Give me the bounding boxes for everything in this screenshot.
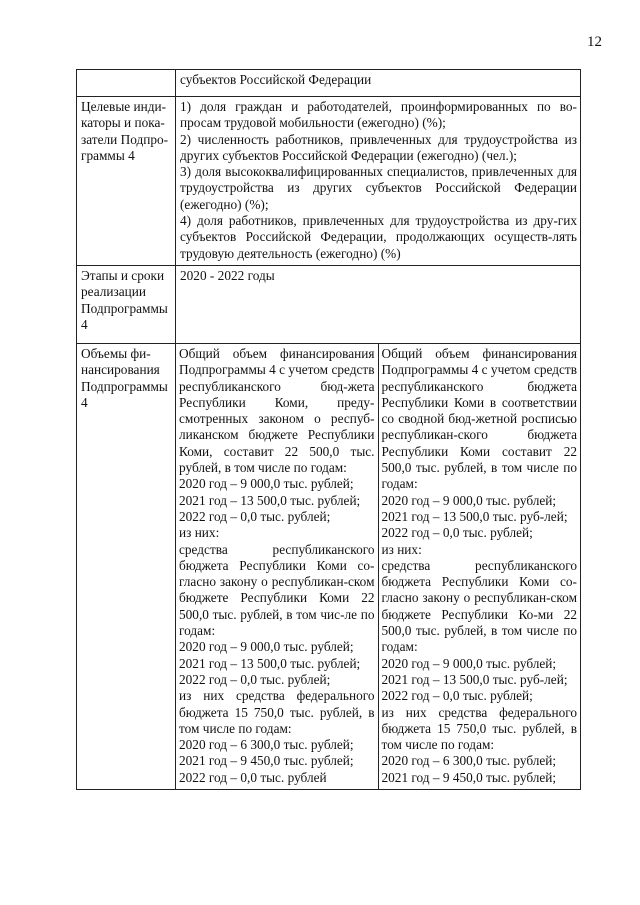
funding-left-line: 2020 год – 9 000,0 тыс. рублей; [179, 476, 354, 492]
row-label-empty [77, 70, 176, 97]
passport-table [76, 69, 581, 790]
funding-left-line: 2022 год – 0,0 тыс. рублей [179, 769, 327, 785]
indicator-item: 1) доля граждан и работодателей, проинформированных по во-просам трудовой мобильности (ежегодно) (%); [180, 99, 577, 131]
funding-left-line: 2020 год – 6 300,0 тыс. рублей; [179, 737, 354, 753]
funding-right-line: Общий объем финансирования Подпрограммы 4 с учетом средств республиканского бюджета Республики Коми в соответствии со сводной бюд-жетной росписью республикан-ского бюджета Республики Коми составит 22 500,0 тыс. рублей, в том числе по годам: [381, 345, 577, 492]
funding-left-line: средства республиканского бюджета Республики Коми со-гласно закону о республикан-ском бюджете Республики Коми 22 500,0 тыс. рублей, в том чис-ле по годам: [179, 541, 375, 639]
funding-columns [176, 344, 580, 789]
funding-right-line: 2022 год – 0,0 тыс. рублей; [381, 525, 533, 541]
funding-right-line: 2021 год – 13 500,0 тыс. руб-лей; [381, 671, 568, 687]
indicator-item: 3) доля высококвалифицированных специалистов, привлеченных для трудоустройства из других субъектов Российской Федерации (ежегодно) (%); [180, 164, 577, 212]
funding-left-line: Общий объем финансирования Подпрограммы 4 с учетом средств республиканского бюд-жета Республики Коми, преду-смотренных законом о респуб-ликанском бюджете Республики Коми, составит 22 500,0 тыс. рублей, в том числе по годам: [179, 345, 375, 476]
funding-left-line: 2022 год – 0,0 тыс. рублей; [179, 671, 331, 687]
indicators-label: Целевые инди-каторы и пока-затели Подпро-граммы 4 [77, 97, 176, 266]
funding-left-column [176, 344, 378, 789]
funding-right-line: из них: [381, 541, 422, 557]
funding-right-line: 2020 год – 6 300,0 тыс. рублей; [381, 753, 557, 769]
continuation-text: субъектов Российской Федерации [176, 70, 581, 97]
indicators-cell [176, 97, 581, 266]
funding-right-line: 2020 год – 9 000,0 тыс. рублей; [381, 655, 557, 671]
funding-right-column [378, 344, 580, 789]
funding-left-line: 2021 год – 13 500,0 тыс. рублей; [179, 492, 361, 508]
indicator-item: 4) доля работников, привлеченных для трудоустройства из дру-гих субъектов Российской Федерации, продолжающих осуществ-лять трудовую деятельность (ежегодно) (%) [180, 213, 577, 261]
funding-right-line: из них средства федерального бюджета 15 750,0 тыс. рублей, в том числе по годам: [381, 704, 577, 753]
funding-left-line: 2022 год – 0,0 тыс. рублей; [179, 508, 331, 524]
page-number: 12 [587, 34, 602, 50]
stages-text: 2020 - 2022 годы [176, 265, 581, 343]
stages-label: Этапы и сроки реализации Подпрограммы 4 [77, 265, 176, 343]
funding-left-line: 2020 год – 9 000,0 тыс. рублей; [179, 639, 354, 655]
funding-cell [176, 343, 581, 789]
funding-left-line: из них средства федерального бюджета 15 750,0 тыс. рублей, в том числе по годам: [179, 688, 375, 736]
funding-left-line: 2021 год – 9 450,0 тыс. рублей; [179, 753, 354, 769]
table-row [77, 343, 581, 789]
funding-left-line: из них: [179, 525, 220, 541]
funding-right-line: 2020 год – 9 000,0 тыс. рублей; [381, 492, 557, 508]
funding-right-line: 2022 год – 0,0 тыс. рублей; [381, 688, 533, 704]
funding-right-line: средства республиканского бюджета Республики Коми со-гласно закону о республикан-ском бюджете Республики Ко-ми 22 500,0 тыс. рублей, в том числе по годам: [381, 557, 577, 655]
table-row [77, 70, 581, 97]
table-row [77, 97, 581, 266]
funding-right-line: 2021 год – 9 450,0 тыс. рублей; [381, 769, 557, 785]
funding-left-line: 2021 год – 13 500,0 тыс. рублей; [179, 655, 361, 671]
indicator-item: 2) численность работников, привлеченных для трудоустройства из других субъектов Российской Федерации (ежегодно) (чел.); [180, 131, 577, 163]
funding-label: Объемы фи-нансирования Подпрограммы 4 [77, 343, 176, 789]
funding-right-line: 2021 год – 13 500,0 тыс. руб-лей; [381, 508, 568, 524]
table-row [77, 265, 581, 343]
